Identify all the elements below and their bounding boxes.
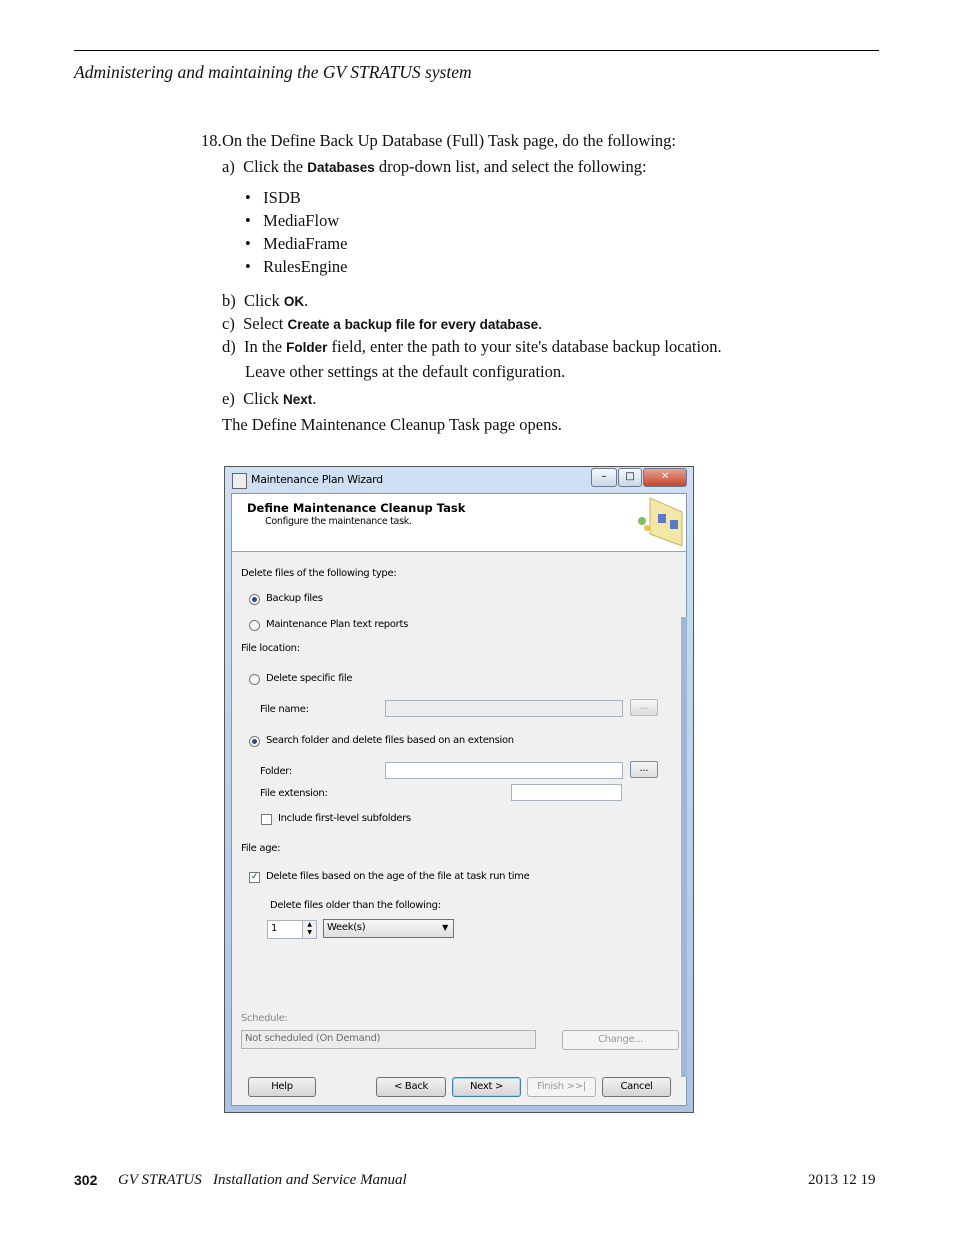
file-extension-label: File extension: (260, 788, 328, 799)
substep-e-bold: Next (282, 392, 313, 407)
file-extension-input[interactable] (511, 784, 622, 801)
substep-d-line2: Leave other settings at the default configuration. (245, 362, 566, 381)
search-folder-label[interactable]: Search folder and delete files based on an extension (266, 735, 514, 746)
bullet-text: MediaFlow (263, 211, 340, 230)
maintenance-plan-wizard-dialog (224, 466, 694, 1113)
file-name-browse-button[interactable]: ... (630, 699, 658, 716)
publication-date: 2013 12 19 (808, 1172, 876, 1188)
window-edge-scrollbar (681, 617, 687, 1077)
file-name-label: File name: (260, 704, 309, 715)
bullet-text: RulesEngine (263, 257, 348, 276)
maximize-button[interactable]: □ (618, 468, 642, 487)
substep-a-pre: Click the (243, 157, 308, 176)
substep-c (222, 314, 542, 334)
substep-d-letter: d) (222, 337, 236, 356)
bullet-item: • ISDB (245, 188, 301, 207)
substep-b-bold: OK (283, 294, 305, 309)
file-age-label: File age: (241, 843, 281, 854)
substep-d (222, 337, 722, 357)
older-than-label: Delete files older than the following: (270, 900, 441, 911)
folder-input[interactable] (385, 762, 623, 779)
page-title: Define Maintenance Cleanup Task (247, 501, 466, 515)
schedule-field: Not scheduled (On Demand) (241, 1030, 536, 1049)
substep-a (222, 157, 647, 177)
schedule-label: Schedule: (241, 1013, 288, 1024)
include-subfolders-label[interactable]: Include first-level subfolders (278, 813, 411, 824)
substep-a-bold: Databases (307, 160, 375, 175)
minimize-button[interactable]: – (591, 468, 617, 487)
substep-b-post: . (304, 291, 309, 310)
substep-c-bold: Create a backup file for every database (287, 317, 539, 332)
next-button[interactable]: Next > (452, 1077, 521, 1097)
dialog-title: Maintenance Plan Wizard (251, 473, 383, 486)
age-unit-value: Week(s) (327, 922, 366, 933)
delete-type-label: Delete files of the following type: (241, 568, 397, 579)
substep-b (222, 291, 308, 311)
backup-files-radio[interactable] (249, 594, 260, 605)
cancel-button[interactable]: Cancel (602, 1077, 671, 1097)
substep-d-bold: Folder (286, 340, 328, 355)
folder-browse-button[interactable]: ... (630, 761, 658, 778)
include-subfolders-checkbox[interactable] (261, 814, 272, 825)
spinner-arrows-icon[interactable]: ▲ ▼ (302, 921, 316, 938)
change-schedule-button[interactable]: Change... (562, 1030, 679, 1050)
age-unit-dropdown[interactable] (323, 919, 454, 938)
delete-by-age-label[interactable]: Delete files based on the age of the file at task run time (266, 871, 530, 882)
bullet-item: • MediaFrame (245, 234, 348, 253)
file-name-input[interactable] (385, 700, 623, 717)
text-reports-label[interactable]: Maintenance Plan text reports (266, 619, 408, 630)
substep-d-pre: In the (244, 337, 287, 356)
age-value-spinner[interactable] (267, 920, 317, 939)
dialog-body (231, 493, 687, 1106)
folder-label: Folder: (260, 766, 292, 777)
bullet-item: • RulesEngine (245, 257, 348, 276)
substep-b-letter: b) (222, 291, 236, 310)
delete-specific-file-radio[interactable] (249, 674, 260, 685)
wizard-banner (232, 494, 686, 552)
wizard-app-icon (232, 473, 247, 489)
header-rule (74, 50, 879, 51)
substep-d-post: field, enter the path to your site's database backup location. (327, 337, 722, 356)
chevron-down-icon: ▼ (442, 923, 448, 932)
delete-by-age-checkbox[interactable]: ✓ (250, 872, 259, 882)
bullet-text: MediaFrame (263, 234, 348, 253)
backup-files-label[interactable]: Backup files (266, 593, 323, 604)
substep-a-post: drop-down list, and select the following: (374, 157, 647, 176)
delete-specific-file-label[interactable]: Delete specific file (266, 673, 353, 684)
page-number: 302 (74, 1172, 98, 1188)
substep-c-letter: c) (222, 314, 235, 333)
bullet-item: • MediaFlow (245, 211, 340, 230)
age-value-text: 1 (271, 923, 278, 934)
substep-c-post: . (538, 314, 543, 333)
substep-e-pre: Click (243, 389, 283, 408)
page-subtitle: Configure the maintenance task. (265, 516, 412, 527)
result-text: The Define Maintenance Cleanup Task page opens. (222, 415, 562, 434)
text-reports-radio[interactable] (249, 620, 260, 631)
help-button[interactable]: Help (248, 1077, 316, 1097)
substep-c-pre: Select (243, 314, 288, 333)
step-intro: On the Define Back Up Database (Full) Task page, do the following: (222, 131, 677, 150)
manual-title: GV STRATUS Installation and Service Manual (118, 1172, 407, 1188)
substep-e-post: . (312, 389, 317, 408)
search-folder-radio[interactable] (249, 736, 260, 747)
close-button[interactable]: ✕ (643, 468, 687, 487)
substep-e-letter: e) (222, 389, 235, 408)
substep-b-pre: Click (244, 291, 284, 310)
running-header: Administering and maintaining the GV STRATUS system (74, 62, 472, 82)
back-button[interactable]: < Back (376, 1077, 446, 1097)
file-location-label: File location: (241, 643, 300, 654)
substep-e (222, 389, 316, 409)
substep-a-letter: a) (222, 157, 235, 176)
wizard-graphic-icon (632, 494, 686, 550)
finish-button[interactable]: Finish >>| (527, 1077, 596, 1097)
bullet-text: ISDB (263, 188, 301, 207)
step-number: 18. (201, 131, 222, 150)
